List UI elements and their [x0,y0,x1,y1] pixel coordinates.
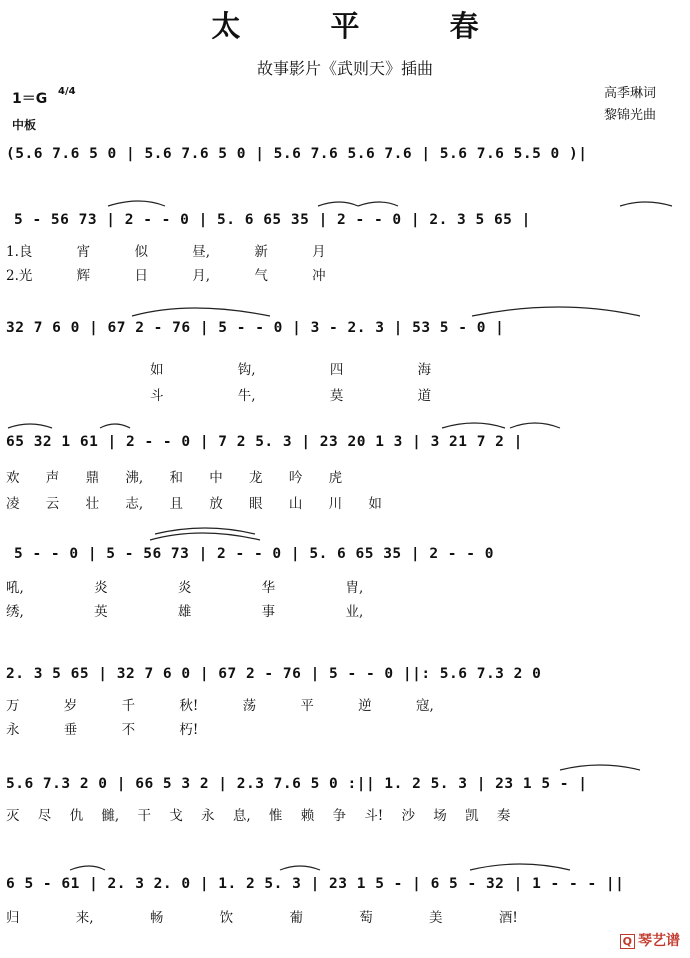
system-lyric-verse2: 凌 云 壮 志, 且 放 眼 山 川 如 [6,496,382,512]
watermark-text: 琴艺谱 [638,933,680,949]
system-lyric-verse2: 斗 牛, 莫 道 [150,388,432,404]
system-lyric-verse2: 绣, 英 雄 事 业, [6,604,364,620]
system-notes: 65 32 1 61 | 2 - - 0 | 7 2 5. 3 | 23 20 1 3 | 3 21 7 2 | [6,434,523,450]
intro-notes: (5.6 7.6 5 0 | 5.6 7.6 5 0 | 5.6 7.6 5.6 7.6 | 5.6 7.6 5.5 0 )| [6,146,588,162]
system-notes: 2. 3 5 65 | 32 7 6 0 | 67 2 - 76 | 5 - - 0 ||: 5.6 7.3 2 0 [6,666,542,682]
lyricist-credit: 高季琳词 [604,86,657,101]
system-lyric-verse1: 灭 尽 仇 雠, 干 戈 永 息, 惟 赖 争 斗! 沙 场 凯 奏 [6,808,511,824]
system-notes: 32 7 6 0 | 67 2 - 76 | 5 - - 0 | 3 - 2. 3 | 53 5 - 0 | [6,320,505,336]
system-notes: 5 - 56 73 | 2 - - 0 | 5. 6 65 35 | 2 - - 0 | 2. 3 5 65 | [14,212,531,228]
watermark [620,930,680,950]
system-lyric-verse1: 1.良 宵 似 昼, 新 月 [6,244,326,260]
system-lyric-verse1: 欢 声 鼎 沸, 和 中 龙 吟 虎 [6,470,343,486]
system-lyric-verse2: 永 垂 不 朽! [6,722,199,738]
system-lyric-verse1: 万 岁 千 秋! 荡 平 逆 寇, [6,698,434,714]
watermark-logo-icon: Q [620,934,635,949]
composer-credit: 黎锦光曲 [604,108,657,123]
system-notes: 5.6 7.3 2 0 | 66 5 3 2 | 2.3 7.6 5 0 :|| 1. 2 5. 3 | 23 1 5 - | [6,776,588,792]
song-subtitle: 故事影片《武则天》插曲 [256,59,433,78]
song-title: 太 平 春 [211,9,519,43]
system-lyric-verse1: 如 钩, 四 海 [150,362,432,378]
system-notes: 6 5 - 61 | 2. 3 2. 0 | 1. 2 5. 3 | 23 1 5 - | 6 5 - 32 | 1 - - - || [6,876,625,892]
system-lyric-verse2: 2.光 辉 日 月, 气 冲 [6,268,326,284]
system-lyric-verse1: 吼, 炎 炎 华 胄, [6,580,364,596]
system-lyric-verse1: 归 来, 畅 饮 葡 萄 美 酒! [6,910,518,926]
system-notes: 5 - - 0 | 5 - 56 73 | 2 - - 0 | 5. 6 65 35 | 2 - - 0 [14,546,494,562]
time-signature: 4/4 [58,86,76,97]
key-signature: 1＝G [12,91,48,107]
tempo-marking: 中板 [12,118,37,132]
